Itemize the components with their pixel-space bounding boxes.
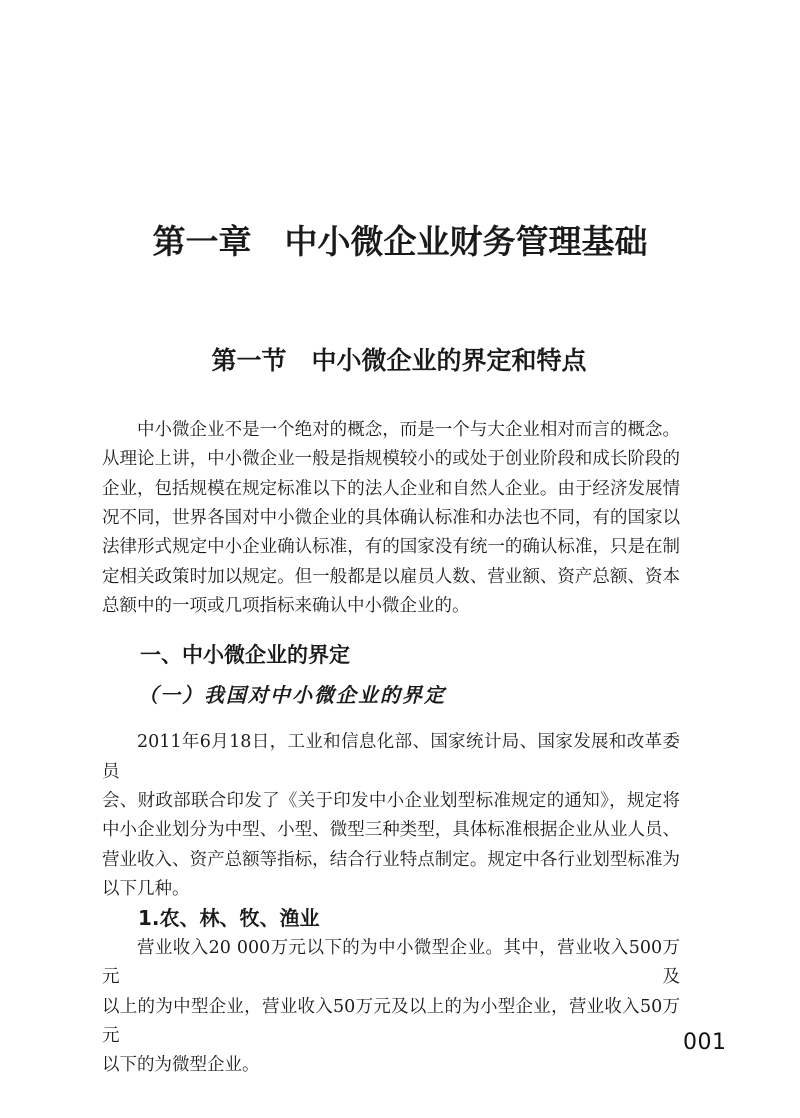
page-content <box>102 0 680 1081</box>
text-line: 以下几种。 <box>102 879 190 900</box>
text-line: 2011年6月18日，工业和信息化部、国家统计局、国家发展和改革委员 <box>102 732 680 782</box>
heading-definition: 一、中小微企业的界定 <box>140 643 350 668</box>
paragraph-intro <box>102 416 680 621</box>
paragraph-agriculture-standard <box>102 934 680 1081</box>
text-line: 会、财政部联合印发了《关于印发中小企业划型标准规定的通知》，规定将 <box>102 791 680 812</box>
text-line: 况不同，世界各国对中小微企业的具体确认标准和办法也不同，有的国家以 <box>102 508 680 529</box>
section-title: 第一节 中小微企业的界定和特点 <box>211 346 587 375</box>
text-line: 总额中的一项或几项指标来确认中小微企业的。 <box>102 596 470 617</box>
text-line: 营业收入、资产总额等指标，结合行业特点制定。规定中各行业划型标准为 <box>102 849 680 870</box>
heading-china-definition: （一）我国对中小微企业的界定 <box>138 683 446 708</box>
text-line: 法律形式规定中小企业确认标准，有的国家没有统一的确认标准，只是在制 <box>102 537 680 558</box>
text-line: 从理论上讲，中小微企业一般是指规模较小的或处于创业阶段和成长阶段的 <box>102 449 680 470</box>
paragraph-classification-notice <box>102 728 680 904</box>
text-line: 以下的为微型企业。 <box>102 1055 260 1076</box>
text-line: 营业收入20 000万元以下的为中小微型企业。其中，营业收入500万元及 <box>102 937 680 988</box>
text-line: 中小微企业不是一个绝对的概念，而是一个与大企业相对而言的概念。 <box>137 420 680 440</box>
text-line: 企业，包括规模在规定标准以下的法人企业和自然人企业。由于经济发展情 <box>102 478 680 499</box>
text-line: 中小企业划分为中型、小型、微型三种类型，具体标准根据企业从业人员、 <box>102 820 680 841</box>
text-line: 定相关政策时加以规定。但一般都是以雇员人数、营业额、资产总额、资本 <box>102 566 680 587</box>
chapter-title: 第一章 中小微企业财务管理基础 <box>152 222 648 261</box>
page-number: 001 <box>683 1030 727 1055</box>
heading-agriculture-industry: 1.农、林、牧、渔业 <box>138 906 320 931</box>
text-line: 以上的为中型企业，营业收入50万元及以上的为小型企业，营业收入50万元 <box>102 996 680 1046</box>
